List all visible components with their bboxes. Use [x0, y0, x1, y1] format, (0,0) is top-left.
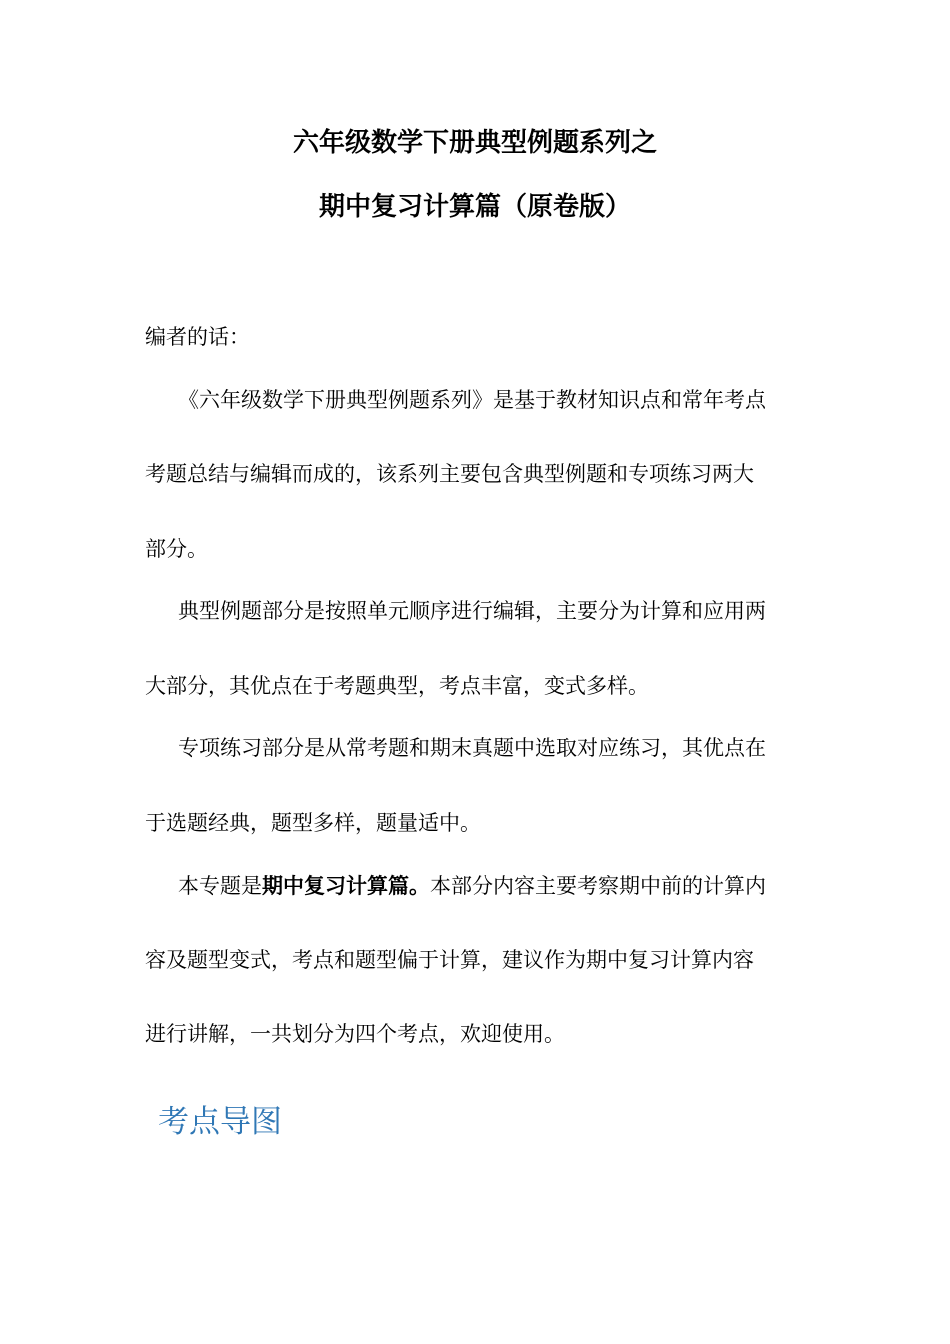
- intro-paragraph-4-line-3: 进行讲解，一共划分为四个考点，欢迎使用。: [145, 1022, 565, 1046]
- intro-paragraph-3-line-2: 于选题经典，题型多样，题量适中。: [145, 811, 481, 835]
- intro-paragraph-2-line-2: 大部分，其优点在于考题典型，考点丰富，变式多样。: [145, 674, 649, 698]
- intro-paragraph-1-line-1: 《六年级数学下册典型例题系列》是基于教材知识点和常年考点: [178, 388, 766, 412]
- document-title-line-1: 六年级数学下册典型例题系列之: [292, 128, 657, 158]
- paragraph-4-suffix: 本部分内容主要考察期中前的计算内: [430, 874, 766, 898]
- section-heading-mind-map: 考点导图: [158, 1104, 282, 1140]
- intro-paragraph-2-line-1: 典型例题部分是按照单元顺序进行编辑，主要分为计算和应用两: [178, 599, 766, 623]
- intro-paragraph-1-line-2: 考题总结与编辑而成的，该系列主要包含典型例题和专项练习两大: [145, 462, 754, 486]
- intro-paragraph-4-line-1: [178, 871, 766, 901]
- intro-paragraph-3-line-1: 专项练习部分是从常考题和期末真题中选取对应练习，其优点在: [178, 736, 766, 760]
- topic-name-bold: 期中复习计算篇。: [262, 874, 430, 898]
- intro-paragraph-4-line-2: 容及题型变式，考点和题型偏于计算，建议作为期中复习计算内容: [145, 948, 754, 972]
- document-title-line-2: 期中复习计算篇（原卷版）: [318, 192, 631, 222]
- paragraph-4-prefix: 本专题是: [178, 874, 262, 898]
- intro-paragraph-1-line-3: 部分。: [145, 537, 208, 561]
- editor-note-label: 编者的话：: [145, 325, 250, 349]
